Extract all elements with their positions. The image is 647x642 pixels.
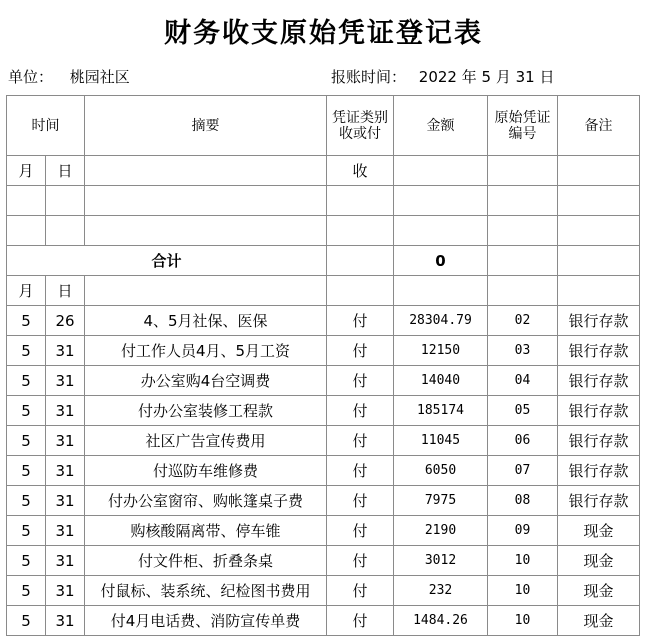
empty-cell[interactable] — [558, 246, 640, 276]
empty-cell[interactable] — [327, 246, 394, 276]
empty-cell[interactable] — [85, 186, 327, 216]
empty-cell[interactable] — [327, 216, 394, 246]
voucher-table — [6, 95, 640, 636]
row-amount-cell[interactable]: 232 — [394, 576, 488, 606]
row-note-cell[interactable]: 现金 — [558, 516, 640, 546]
row-voucher-number-cell[interactable]: 02 — [488, 306, 558, 336]
row-voucher-number-cell[interactable]: 08 — [488, 486, 558, 516]
row-amount-cell[interactable]: 6050 — [394, 456, 488, 486]
income-header-row — [7, 156, 640, 186]
table-row — [7, 336, 640, 366]
row-note-cell[interactable]: 银行存款 — [558, 486, 640, 516]
row-voucher-number-cell[interactable]: 03 — [488, 336, 558, 366]
row-note-cell[interactable]: 现金 — [558, 576, 640, 606]
sheet-title: 财务收支原始凭证登记表 — [164, 17, 483, 49]
empty-cell[interactable] — [394, 276, 488, 306]
row-type-cell[interactable]: 付 — [327, 306, 394, 336]
row-amount-cell[interactable]: 1484.26 — [394, 606, 488, 636]
empty-cell[interactable] — [46, 186, 85, 216]
empty-cell[interactable] — [488, 246, 558, 276]
empty-cell[interactable] — [488, 186, 558, 216]
row-month-cell[interactable]: 5 — [7, 546, 46, 576]
empty-cell[interactable] — [85, 216, 327, 246]
row-type-cell[interactable]: 付 — [327, 426, 394, 456]
row-voucher-number-cell[interactable]: 04 — [488, 366, 558, 396]
row-month-cell[interactable]: 5 — [7, 336, 46, 366]
empty-cell[interactable] — [7, 186, 46, 216]
row-type-cell[interactable]: 付 — [327, 366, 394, 396]
header-amount[interactable]: 金额 — [394, 96, 488, 156]
row-amount-cell[interactable]: 14040 — [394, 366, 488, 396]
month-cell[interactable]: 月 — [7, 156, 46, 186]
row-note-cell[interactable]: 银行存款 — [558, 426, 640, 456]
day-cell[interactable]: 日 — [46, 276, 85, 306]
row-month-cell[interactable]: 5 — [7, 516, 46, 546]
empty-cell[interactable] — [394, 216, 488, 246]
row-voucher-number-cell[interactable]: 05 — [488, 396, 558, 426]
table-row — [7, 606, 640, 636]
date-label: 报账时间： — [331, 68, 407, 86]
header-time[interactable]: 时间 — [7, 96, 85, 156]
total-label[interactable]: 合计 — [7, 246, 327, 276]
row-summary-cell[interactable]: 付4月电话费、消防宣传单费 — [85, 606, 327, 636]
row-voucher-number-cell[interactable]: 10 — [488, 606, 558, 636]
blank-row — [7, 216, 640, 246]
table-row — [7, 426, 640, 456]
row-day-cell[interactable]: 31 — [46, 426, 85, 456]
unit-info[interactable] — [8, 62, 130, 92]
row-voucher-number-cell[interactable]: 10 — [488, 546, 558, 576]
row-type-cell[interactable]: 付 — [327, 576, 394, 606]
row-note-cell[interactable]: 现金 — [558, 546, 640, 576]
table-row — [7, 366, 640, 396]
row-summary-cell[interactable]: 4、5月社保、医保 — [85, 306, 327, 336]
row-type-cell[interactable]: 付 — [327, 516, 394, 546]
header-summary[interactable]: 摘要 — [85, 96, 327, 156]
row-voucher-number-cell[interactable]: 07 — [488, 456, 558, 486]
empty-cell[interactable] — [327, 276, 394, 306]
table-row — [7, 486, 640, 516]
date-info[interactable] — [331, 62, 554, 92]
empty-cell[interactable] — [85, 156, 327, 186]
table-row — [7, 576, 640, 606]
table-row — [7, 546, 640, 576]
empty-cell[interactable] — [85, 276, 327, 306]
row-summary-cell[interactable]: 购核酸隔离带、停车锥 — [85, 516, 327, 546]
row-day-cell[interactable]: 31 — [46, 546, 85, 576]
row-day-cell[interactable]: 31 — [46, 366, 85, 396]
row-note-cell[interactable]: 银行存款 — [558, 456, 640, 486]
row-note-cell[interactable]: 银行存款 — [558, 306, 640, 336]
empty-cell[interactable] — [394, 156, 488, 186]
table-row — [7, 396, 640, 426]
row-day-cell[interactable]: 31 — [46, 576, 85, 606]
row-voucher-number-cell[interactable]: 10 — [488, 576, 558, 606]
row-summary-cell[interactable]: 付工作人员4月、5月工资 — [85, 336, 327, 366]
row-month-cell[interactable]: 5 — [7, 396, 46, 426]
row-note-cell[interactable]: 银行存款 — [558, 336, 640, 366]
expense-header-row — [7, 276, 640, 306]
row-month-cell[interactable]: 5 — [7, 486, 46, 516]
row-note-cell[interactable]: 银行存款 — [558, 396, 640, 426]
row-month-cell[interactable]: 5 — [7, 576, 46, 606]
row-summary-cell[interactable]: 付文件柜、折叠条桌 — [85, 546, 327, 576]
table-row — [7, 306, 640, 336]
total-value[interactable]: 0 — [394, 246, 488, 276]
row-summary-cell[interactable]: 付办公室窗帘、购帐篷桌子费 — [85, 486, 327, 516]
row-summary-cell[interactable]: 办公室购4台空调费 — [85, 366, 327, 396]
empty-cell[interactable] — [394, 186, 488, 216]
empty-cell[interactable] — [46, 216, 85, 246]
empty-cell[interactable] — [7, 216, 46, 246]
row-voucher-number-cell[interactable]: 09 — [488, 516, 558, 546]
row-summary-cell[interactable]: 社区广告宣传费用 — [85, 426, 327, 456]
row-month-cell[interactable]: 5 — [7, 366, 46, 396]
row-type-cell[interactable]: 付 — [327, 606, 394, 636]
row-month-cell[interactable]: 5 — [7, 306, 46, 336]
row-month-cell[interactable]: 5 — [7, 426, 46, 456]
table-row — [7, 516, 640, 546]
empty-cell[interactable] — [558, 276, 640, 306]
row-amount-cell[interactable]: 185174 — [394, 396, 488, 426]
row-summary-cell[interactable]: 付办公室装修工程款 — [85, 396, 327, 426]
empty-cell[interactable] — [488, 276, 558, 306]
row-amount-cell[interactable]: 28304.79 — [394, 306, 488, 336]
header-note[interactable]: 备注 — [558, 96, 640, 156]
blank-row — [7, 186, 640, 216]
row-note-cell[interactable]: 现金 — [558, 606, 640, 636]
row-day-cell[interactable]: 31 — [46, 336, 85, 366]
row-type-cell[interactable]: 付 — [327, 396, 394, 426]
row-day-cell[interactable]: 31 — [46, 456, 85, 486]
empty-cell[interactable] — [488, 156, 558, 186]
day-cell[interactable]: 日 — [46, 156, 85, 186]
row-amount-cell[interactable]: 11045 — [394, 426, 488, 456]
row-amount-cell[interactable]: 12150 — [394, 336, 488, 366]
row-summary-cell[interactable]: 付鼠标、装系统、纪检图书费用 — [85, 576, 327, 606]
empty-cell[interactable] — [558, 156, 640, 186]
row-type-cell[interactable]: 付 — [327, 486, 394, 516]
row-amount-cell[interactable]: 3012 — [394, 546, 488, 576]
table-row — [7, 456, 640, 486]
row-amount-cell[interactable]: 2190 — [394, 516, 488, 546]
header-voucher-number[interactable]: 原始凭证编号 — [488, 96, 558, 156]
header-voucher-type[interactable]: 凭证类别收或付 — [327, 96, 394, 156]
empty-cell[interactable] — [488, 216, 558, 246]
date-value: 2022 年 5 月 31 日 — [418, 68, 555, 86]
row-type-cell[interactable]: 付 — [327, 336, 394, 366]
row-amount-cell[interactable]: 7975 — [394, 486, 488, 516]
unit-label: 单位： — [8, 68, 54, 86]
total-row — [7, 246, 640, 276]
row-day-cell[interactable]: 31 — [46, 516, 85, 546]
empty-cell[interactable] — [558, 216, 640, 246]
row-type-cell[interactable]: 付 — [327, 456, 394, 486]
month-cell[interactable]: 月 — [7, 276, 46, 306]
income-type-cell[interactable]: 收 — [327, 156, 394, 186]
header-row — [7, 96, 640, 156]
row-day-cell[interactable]: 31 — [46, 486, 85, 516]
empty-cell[interactable] — [327, 186, 394, 216]
row-day-cell[interactable]: 31 — [46, 396, 85, 426]
unit-value: 桃园社区 — [69, 68, 130, 86]
row-month-cell[interactable]: 5 — [7, 456, 46, 486]
empty-cell[interactable] — [558, 186, 640, 216]
row-day-cell[interactable]: 26 — [46, 306, 85, 336]
row-day-cell[interactable]: 31 — [46, 606, 85, 636]
row-note-cell[interactable]: 银行存款 — [558, 366, 640, 396]
row-type-cell[interactable]: 付 — [327, 546, 394, 576]
row-voucher-number-cell[interactable]: 06 — [488, 426, 558, 456]
row-month-cell[interactable]: 5 — [7, 606, 46, 636]
row-summary-cell[interactable]: 付巡防车维修费 — [85, 456, 327, 486]
